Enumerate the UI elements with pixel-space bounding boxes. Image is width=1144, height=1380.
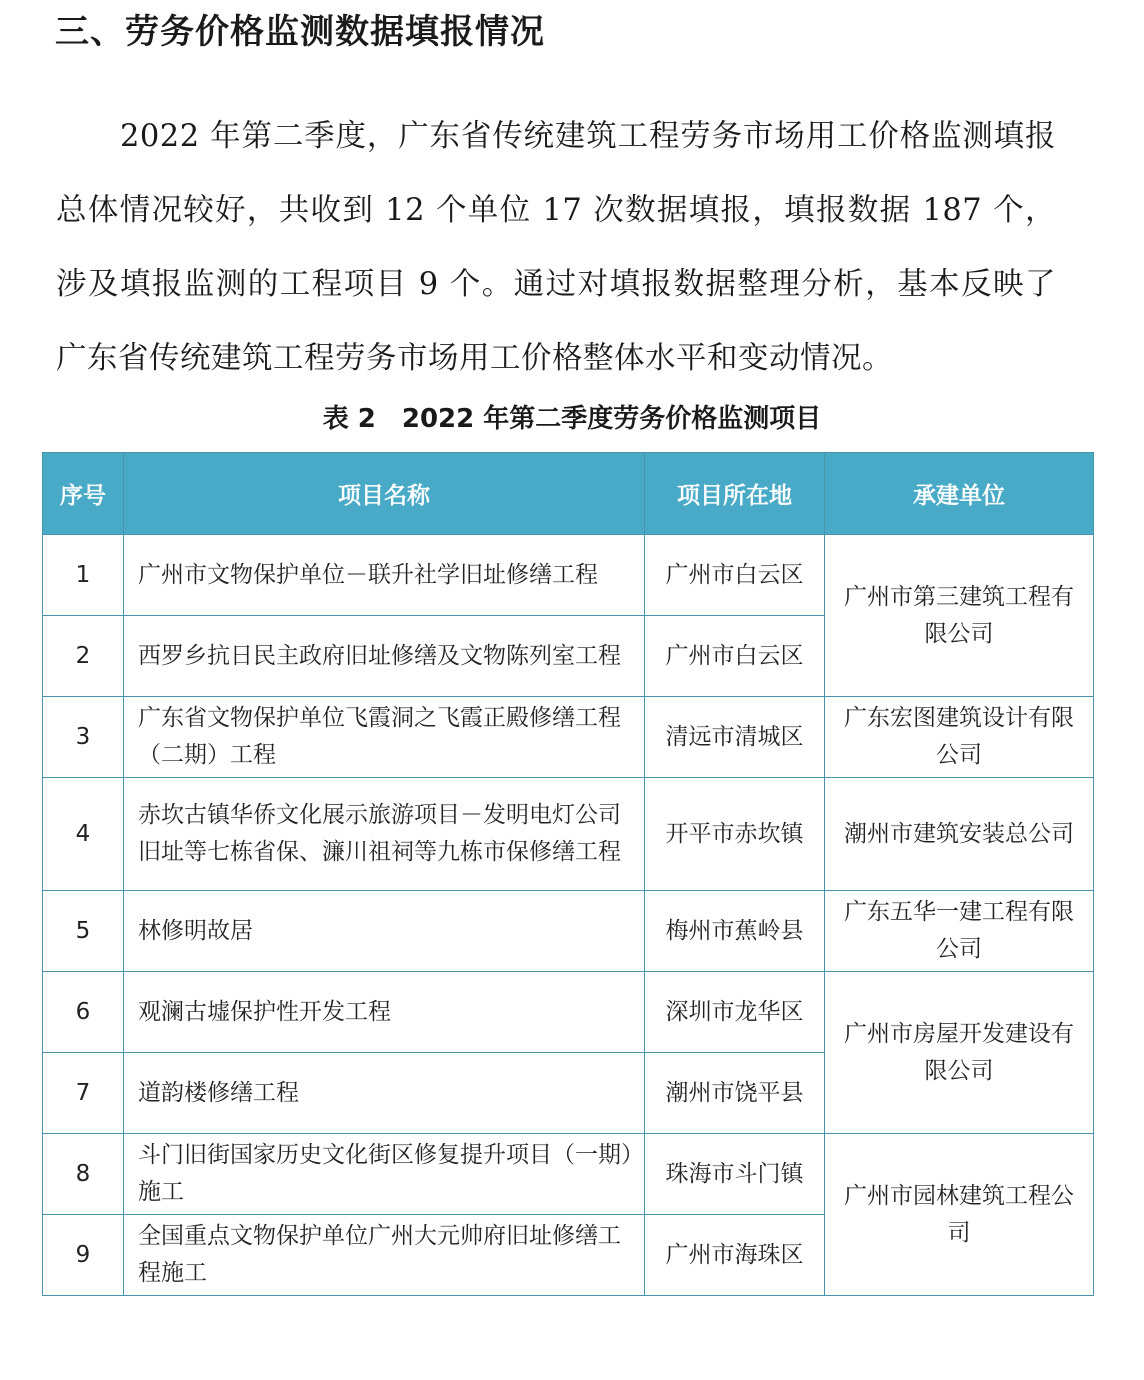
row-location: 广州市白云区	[645, 535, 825, 616]
header-builder: 承建单位	[825, 453, 1094, 535]
table-row	[43, 778, 1094, 891]
row-project-name: 广东省文物保护单位飞霞洞之飞霞正殿修缮工程（二期）工程	[124, 697, 645, 778]
project-table	[42, 452, 1094, 1296]
row-builder: 广东宏图建筑设计有限公司	[825, 697, 1094, 778]
summary-paragraph: 2022 年第二季度，广东省传统建筑工程劳务市场用工价格监测填报总体情况较好，共收到 12 个单位 17 次数据填报，填报数据 187 个，涉及填报监测的工程项目 9 个。通过对填报数据整理分析，基本反映了广东省传统建筑工程劳务市场用工价格整体水平和变动情况。	[56, 119, 1056, 376]
row-no: 7	[43, 1053, 124, 1134]
row-no: 5	[43, 891, 124, 972]
row-location: 开平市赤坎镇	[645, 778, 825, 891]
table-row	[43, 972, 1094, 1053]
row-project-name: 观澜古墟保护性开发工程	[124, 972, 645, 1053]
table-caption-title: 2022 年第二季度劳务价格监测项目	[401, 404, 822, 434]
row-location: 潮州市饶平县	[645, 1053, 825, 1134]
header-project-name: 项目名称	[124, 453, 645, 535]
header-location: 项目所在地	[645, 453, 825, 535]
row-no: 2	[43, 616, 124, 697]
header-no: 序号	[43, 453, 124, 535]
row-builder: 广州市园林建筑工程公司	[825, 1134, 1094, 1296]
row-location: 梅州市蕉岭县	[645, 891, 825, 972]
table-row	[43, 535, 1094, 616]
table-row	[43, 697, 1094, 778]
row-project-name: 全国重点文物保护单位广州大元帅府旧址修缮工程施工	[124, 1215, 645, 1296]
row-builder: 潮州市建筑安装总公司	[825, 778, 1094, 891]
row-no: 6	[43, 972, 124, 1053]
row-no: 1	[43, 535, 124, 616]
row-project-name: 林修明故居	[124, 891, 645, 972]
table-header-row	[43, 453, 1094, 535]
row-project-name: 赤坎古镇华侨文化展示旅游项目－发明电灯公司旧址等七栋省保、濂川祖祠等九栋市保修缮工程	[124, 778, 645, 891]
row-location: 深圳市龙华区	[645, 972, 825, 1053]
row-project-name: 道韵楼修缮工程	[124, 1053, 645, 1134]
table-row	[43, 1134, 1094, 1215]
row-project-name: 斗门旧街国家历史文化街区修复提升项目（一期）施工	[124, 1134, 645, 1215]
table-caption	[0, 398, 1144, 435]
row-builder: 广州市第三建筑工程有限公司	[825, 535, 1094, 697]
row-builder: 广州市房屋开发建设有限公司	[825, 972, 1094, 1134]
table-row	[43, 891, 1094, 972]
table-caption-label: 表 2	[322, 404, 376, 434]
row-no: 3	[43, 697, 124, 778]
row-no: 4	[43, 778, 124, 891]
row-no: 9	[43, 1215, 124, 1296]
row-location: 珠海市斗门镇	[645, 1134, 825, 1215]
row-project-name: 西罗乡抗日民主政府旧址修缮及文物陈列室工程	[124, 616, 645, 697]
row-location: 广州市海珠区	[645, 1215, 825, 1296]
row-builder: 广东五华一建工程有限公司	[825, 891, 1094, 972]
row-location: 广州市白云区	[645, 616, 825, 697]
section-heading: 三、劳务价格监测数据填报情况	[55, 12, 545, 52]
row-project-name: 广州市文物保护单位－联升社学旧址修缮工程	[124, 535, 645, 616]
row-location: 清远市清城区	[645, 697, 825, 778]
row-no: 8	[43, 1134, 124, 1215]
